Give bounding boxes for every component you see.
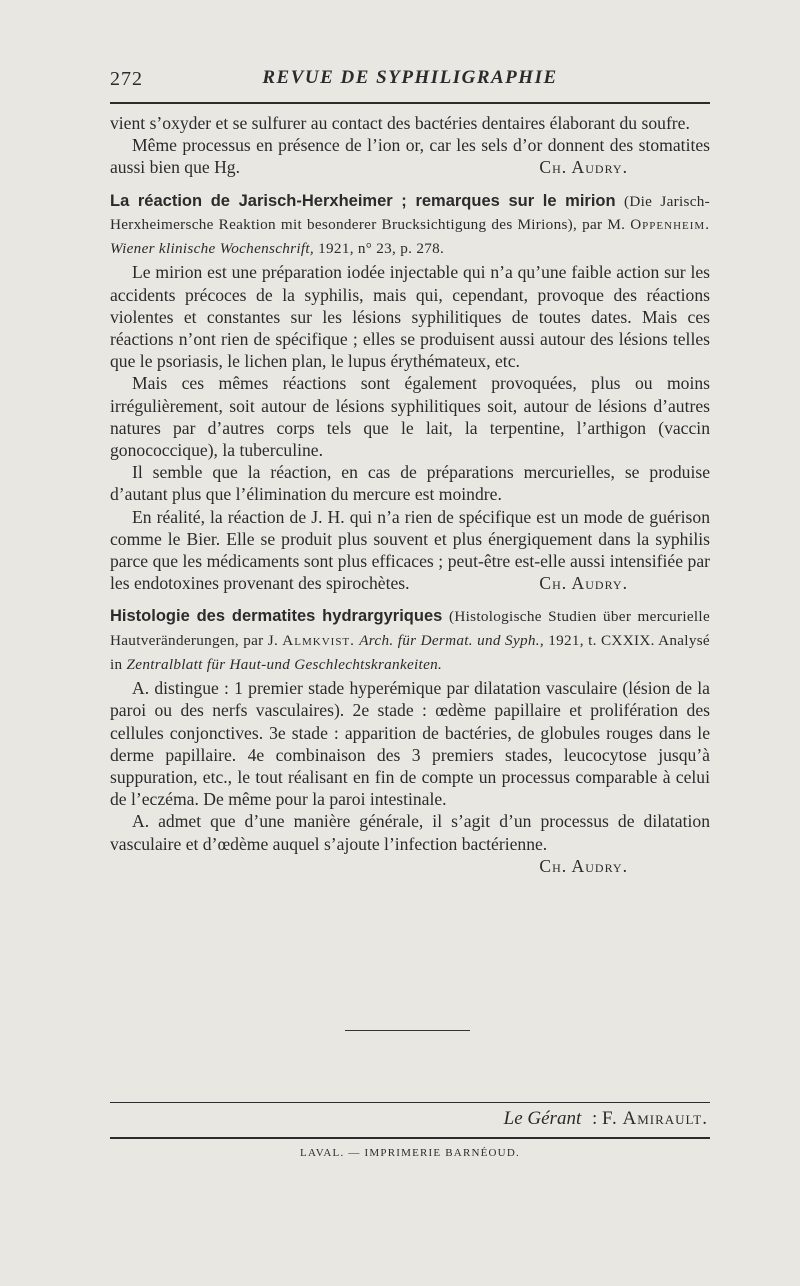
printer-imprint: LAVAL. — IMPRIMERIE BARNÉOUD. [300, 1147, 520, 1159]
signature: Ch. Audry. [539, 855, 628, 876]
signature: Ch. Audry. [539, 573, 628, 594]
article-1-paragraph: Mais ces mêmes réactions sont également provoquées, plus ou moins irrégulièrement, soit autour de lésions syphilitiques soit, autour de lésions d’autres natures par d’autres corps tels que le lait, la terpentine, l’arthigon (vaccin gonococcique), la tuberculine. [110, 373, 710, 461]
article-1-reference: (Die Jarisch-Herxheimersche Reaktion mit besonderer Brucksichtigung des Mirions), par M. Oppenheim. Wiener klinische Wochenschrift, 1921, n° 23, p. 278. [110, 192, 710, 257]
article-2-paragraph: A. distingue : 1 premier stade hyperémique par dilatation vasculaire (lésion de la paroi ou des nerfs vasculaires). 2e stade : œdème papillaire et prolifération des cellules conjonctives. 3e stade : apparition de bactéries, de globules rouges dans le derme papillaire. 4e combinaison des 3 premiers stades, leucocytose jusqu’à suppuration, etc., le tout réalisant en fin de compte un processus comparable à celui de l’eczéma. De même pour la paroi intestinale. [110, 678, 710, 810]
article-2-reference: (Histologische Studien über mercurielle Hautveränderungen, par J. Almkvist. Arch. für Dermat. und Syph., 1921, t. CXXIX. Analysé in Zentralblatt für Haut-und Geschlechtskrankeiten. [110, 608, 710, 673]
gerant-name: F. Amirault. [602, 1108, 708, 1129]
gerant-line: Le Gérant : F. Amirault. [503, 1108, 708, 1129]
article-2-journal: Arch. für Dermat. und Syph., [359, 632, 544, 650]
section-end-rule [345, 1030, 470, 1031]
article-1-author: Oppenheim. [630, 216, 710, 234]
page-content [110, 112, 710, 877]
journal-title: REVUE DE SYPHILIGRAPHIE [262, 67, 558, 88]
article-1-heading [110, 189, 710, 260]
gerant-label: Le Gérant [503, 1108, 582, 1129]
signature: Ch. Audry. [539, 157, 628, 178]
article-1-paragraph: En réalité, la réaction de J. H. qui n’a rien de spécifique est un mode de guérison comme le Bier. Elle se produit plus souvent et plus énergiquement dans la syphilis parce que les médicaments sont plus efficaces ; peut-être est-elle aussi intensifiée par les endotoxines provenant des spirochètes. Ch. Audry. [110, 506, 710, 594]
article-1-journal: Wiener klinische Wochenschrift, [110, 239, 315, 257]
article-1-paragraph: Il semble que la réaction, en cas de préparations mercurielles, se produise d’autant plus que l’élimination du mercure est moindre. [110, 462, 710, 505]
header-rule [110, 102, 710, 104]
article-1-paragraph: Le mirion est une préparation iodée injectable qui n’a qu’une faible action sur les accidents précoces de la syphilis, mais qui, cependant, provoque des réactions violentes et constantes sur les lésions syphilitiques de toutes dates. Mais ces réactions n’ont rien de spécifique ; elles se produisent aussi autour des lésions telles que le psoriasis, le lichen plan, le lupus érythémateux, etc. [110, 262, 710, 372]
article-2-source-journal: Zentralblatt für Haut-und Geschlechtskrankeiten. [126, 655, 443, 673]
page-header [110, 62, 710, 102]
article-1-title: La réaction de Jarisch-Herxheimer ; remarques sur le mirion [110, 191, 616, 210]
article-2-paragraph: A. admet que d’une manière générale, il s’agit d’un processus de dilatation vasculaire et d’œdème auquel s’ajoute l’infection bactérienne. Ch. Audry. [110, 811, 710, 876]
continuation-paragraph-1: vient s’oxyder et se sulfurer au contact des bactéries dentaires élaborant du soufre. [110, 113, 690, 133]
article-2-author: Almkvist. [282, 632, 355, 650]
page-number: 272 [110, 68, 143, 90]
article-2-heading [110, 604, 710, 675]
footer-rule-bottom [110, 1137, 710, 1139]
footer-rule-top [110, 1102, 710, 1103]
continuation-paragraph-2: Même processus en présence de l’ion or, car les sels d’or donnent des stomatites aussi bien que Hg. Ch. Audry. [110, 135, 710, 178]
article-2-title: Histologie des dermatites hydrargyriques [110, 607, 443, 626]
